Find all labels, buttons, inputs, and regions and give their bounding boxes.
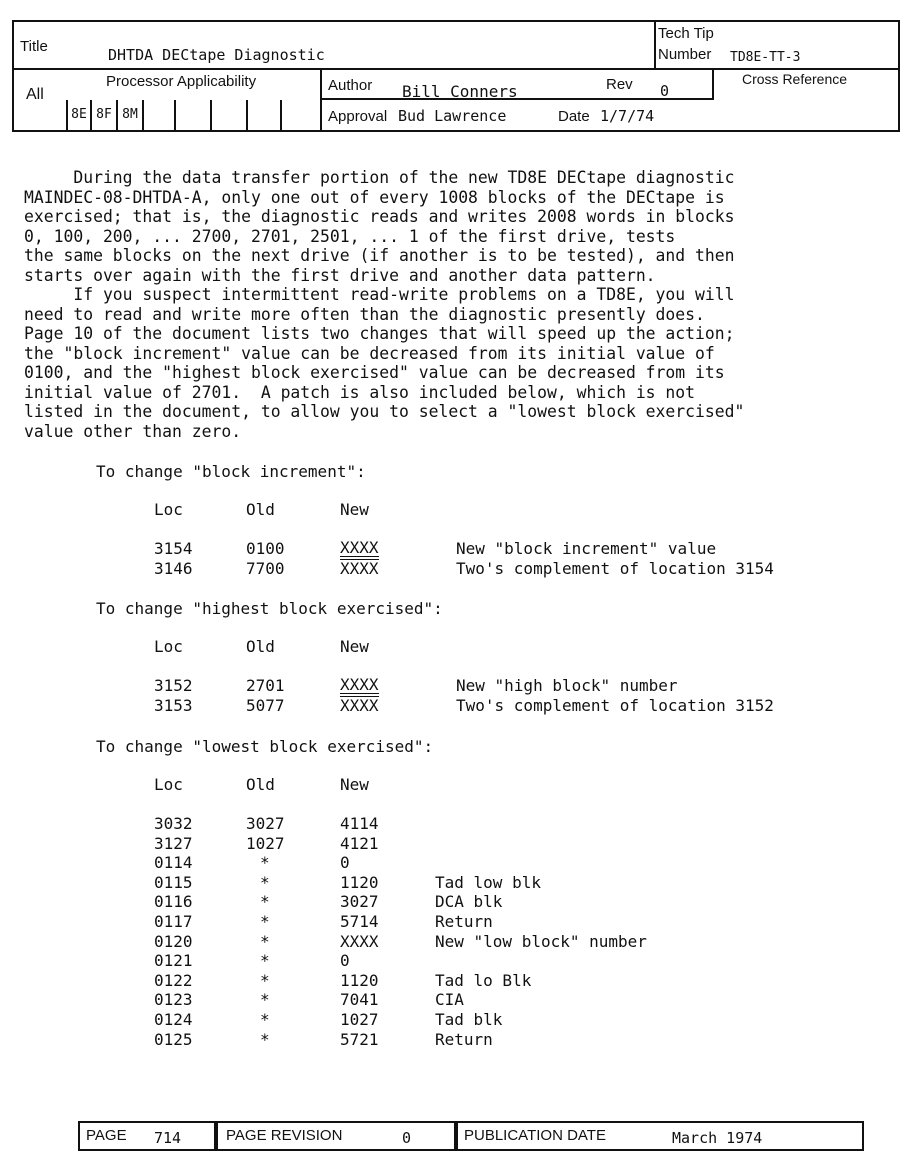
section-block-increment bbox=[0, 460, 916, 590]
publication-date-label: PUBLICATION DATE bbox=[464, 1127, 606, 1144]
title-value: DHTDA DECtape Diagnostic bbox=[108, 46, 325, 64]
new-cell: 7041 bbox=[340, 990, 379, 1010]
note-cell: Two's complement of location 3154 bbox=[456, 559, 774, 578]
number-label: Number bbox=[658, 46, 712, 63]
old-cell: 0100 bbox=[246, 539, 285, 558]
publication-date-value: March 1974 bbox=[672, 1129, 763, 1147]
old-cell: * bbox=[260, 1029, 270, 1049]
patch-rows bbox=[0, 814, 916, 1054]
table-row bbox=[0, 559, 774, 579]
old-cell: 1027 bbox=[246, 833, 285, 853]
table-row bbox=[0, 970, 532, 991]
date-label: Date bbox=[558, 108, 590, 125]
old-cell: 5077 bbox=[246, 696, 285, 715]
column-header-old: Old bbox=[246, 637, 275, 656]
new-cell: 4114 bbox=[340, 814, 379, 833]
new-cell: 3027 bbox=[340, 892, 379, 912]
new-cell: XXXX bbox=[340, 538, 379, 557]
loc-cell: 0120 bbox=[154, 931, 193, 951]
loc-cell: 0125 bbox=[154, 1029, 193, 1049]
rev-value: 0 bbox=[660, 82, 670, 100]
loc-cell: 0123 bbox=[154, 990, 193, 1010]
loc-cell: 0117 bbox=[154, 912, 193, 931]
old-cell: * bbox=[260, 990, 270, 1010]
column-header-loc: Loc bbox=[154, 500, 183, 519]
loc-cell: 3154 bbox=[154, 539, 193, 558]
table-row bbox=[0, 814, 379, 834]
section-title: To change "block increment": bbox=[96, 462, 366, 481]
section-title: To change "highest block exercised": bbox=[96, 599, 443, 618]
table-row bbox=[0, 675, 678, 696]
old-cell: * bbox=[260, 970, 270, 990]
table-row bbox=[0, 951, 350, 971]
new-cell: 1027 bbox=[340, 1010, 379, 1029]
section-title: To change "lowest block exercised": bbox=[96, 737, 434, 756]
new-cell: 5714 bbox=[340, 912, 379, 931]
note-cell: Tad blk bbox=[435, 1010, 503, 1029]
column-header-new: New bbox=[340, 775, 369, 794]
table-row bbox=[0, 931, 647, 952]
loc-cell: 3032 bbox=[154, 814, 193, 833]
old-cell: * bbox=[260, 1010, 270, 1029]
author-value: Bill Conners bbox=[402, 82, 518, 101]
page-revision-label: PAGE REVISION bbox=[226, 1127, 343, 1144]
loc-cell: 0124 bbox=[154, 1010, 193, 1029]
column-header-loc: Loc bbox=[154, 637, 183, 656]
column-header-new: New bbox=[340, 637, 369, 656]
loc-cell: 0115 bbox=[154, 872, 193, 892]
old-cell: * bbox=[260, 951, 270, 971]
new-cell: 4121 bbox=[340, 833, 379, 853]
table-row bbox=[0, 833, 379, 854]
loc-cell: 0114 bbox=[154, 853, 193, 873]
processor-applicability-label: Processor Applicability bbox=[106, 73, 257, 90]
table-row bbox=[0, 853, 350, 873]
note-cell: DCA blk bbox=[435, 892, 503, 912]
footer-separator bbox=[454, 1121, 458, 1151]
table-row bbox=[0, 1029, 493, 1050]
note-cell: CIA bbox=[435, 990, 464, 1010]
title-label: Title bbox=[20, 38, 48, 55]
table-row bbox=[0, 696, 774, 716]
processor-cell: 8F bbox=[96, 107, 112, 122]
body-text: During the data transfer portion of the new TD8E DECtape diagnostic MAINDEC-08-DHTDA-A, only one out of every 1008 blocks of the DECtape is exercised; that is, the diagnostic reads and writes 2008 words in blocks 0, 100, 200, ... 2700, 2701, 2501, ... 1 of the first drive, tests the same blocks on the next drive (if another is to be tested), and then starts over again with the first drive and another data pattern. If you suspect intermittent read-write problems on a TD8E, you will need to read and write more often than the diagnostic presently does. Page 10 of the document lists two changes that will speed up the action; the "block increment" value can be decreased from its initial value of 0100, and the "highest block exercised" value can be decreased from its initial value of 2701. A patch is also included below, which is not listed in the document, to allow you to select a "lowest block exercised" value other than zero. bbox=[24, 168, 745, 441]
new-cell: 1120 bbox=[340, 872, 379, 892]
note-cell: New "block increment" value bbox=[456, 539, 717, 558]
processor-cell: 8E bbox=[71, 107, 87, 122]
note-cell: Tad low blk bbox=[435, 872, 541, 892]
page-footer bbox=[78, 1121, 864, 1151]
new-cell: XXXX bbox=[340, 696, 379, 715]
column-header-loc: Loc bbox=[154, 775, 183, 794]
old-cell: 2701 bbox=[246, 676, 285, 695]
section-lowest-block bbox=[0, 735, 916, 1055]
old-cell: 3027 bbox=[246, 814, 285, 833]
table-row bbox=[0, 892, 503, 912]
column-header-old: Old bbox=[246, 500, 275, 519]
old-cell: * bbox=[260, 853, 270, 873]
table-row bbox=[0, 538, 717, 559]
note-cell: Return bbox=[435, 1029, 493, 1049]
new-cell: 0 bbox=[340, 951, 350, 971]
table-row bbox=[0, 872, 541, 893]
column-header-new: New bbox=[340, 500, 369, 519]
tech-tip-header-form bbox=[12, 20, 900, 132]
processor-cell: 8M bbox=[122, 107, 138, 122]
loc-cell: 3146 bbox=[154, 559, 193, 578]
page-revision-value: 0 bbox=[402, 1129, 412, 1147]
page-label: PAGE bbox=[86, 1127, 127, 1144]
note-cell: Two's complement of location 3152 bbox=[456, 696, 774, 715]
tech-tip-label: Tech Tip bbox=[658, 25, 714, 42]
loc-cell: 3127 bbox=[154, 833, 193, 853]
old-cell: * bbox=[260, 931, 270, 951]
new-cell: XXXX bbox=[340, 675, 379, 694]
new-cell: 5721 bbox=[340, 1029, 379, 1049]
new-cell: 0 bbox=[340, 853, 350, 873]
page-number: 714 bbox=[154, 1129, 182, 1147]
cross-reference-label: Cross Reference bbox=[742, 71, 848, 87]
all-label: All bbox=[26, 86, 44, 103]
old-cell: * bbox=[260, 912, 270, 931]
number-value: TD8E-TT-3 bbox=[730, 50, 801, 65]
table-row bbox=[0, 1010, 503, 1030]
loc-cell: 0116 bbox=[154, 892, 193, 912]
footer-separator bbox=[214, 1121, 218, 1151]
section-highest-block bbox=[0, 597, 916, 727]
note-cell: Tad lo Blk bbox=[435, 970, 532, 990]
new-cell: XXXX bbox=[340, 931, 379, 951]
new-cell: XXXX bbox=[340, 559, 379, 578]
old-cell: 7700 bbox=[246, 559, 285, 578]
note-cell: New "high block" number bbox=[456, 676, 678, 695]
loc-cell: 0122 bbox=[154, 970, 193, 990]
rev-label: Rev bbox=[606, 76, 633, 93]
date-value: 1/7/74 bbox=[600, 107, 655, 125]
loc-cell: 0121 bbox=[154, 951, 193, 971]
loc-cell: 3153 bbox=[154, 696, 193, 715]
loc-cell: 3152 bbox=[154, 676, 193, 695]
old-cell: * bbox=[260, 892, 270, 912]
column-header-old: Old bbox=[246, 775, 275, 794]
table-row bbox=[0, 990, 464, 1010]
author-label: Author bbox=[328, 77, 373, 94]
approval-label: Approval bbox=[328, 108, 388, 125]
note-cell: New "low block" number bbox=[435, 931, 647, 951]
table-row bbox=[0, 912, 493, 932]
approval-value: Bud Lawrence bbox=[398, 107, 507, 125]
new-cell: 1120 bbox=[340, 970, 379, 990]
note-cell: Return bbox=[435, 912, 493, 931]
old-cell: * bbox=[260, 872, 270, 892]
